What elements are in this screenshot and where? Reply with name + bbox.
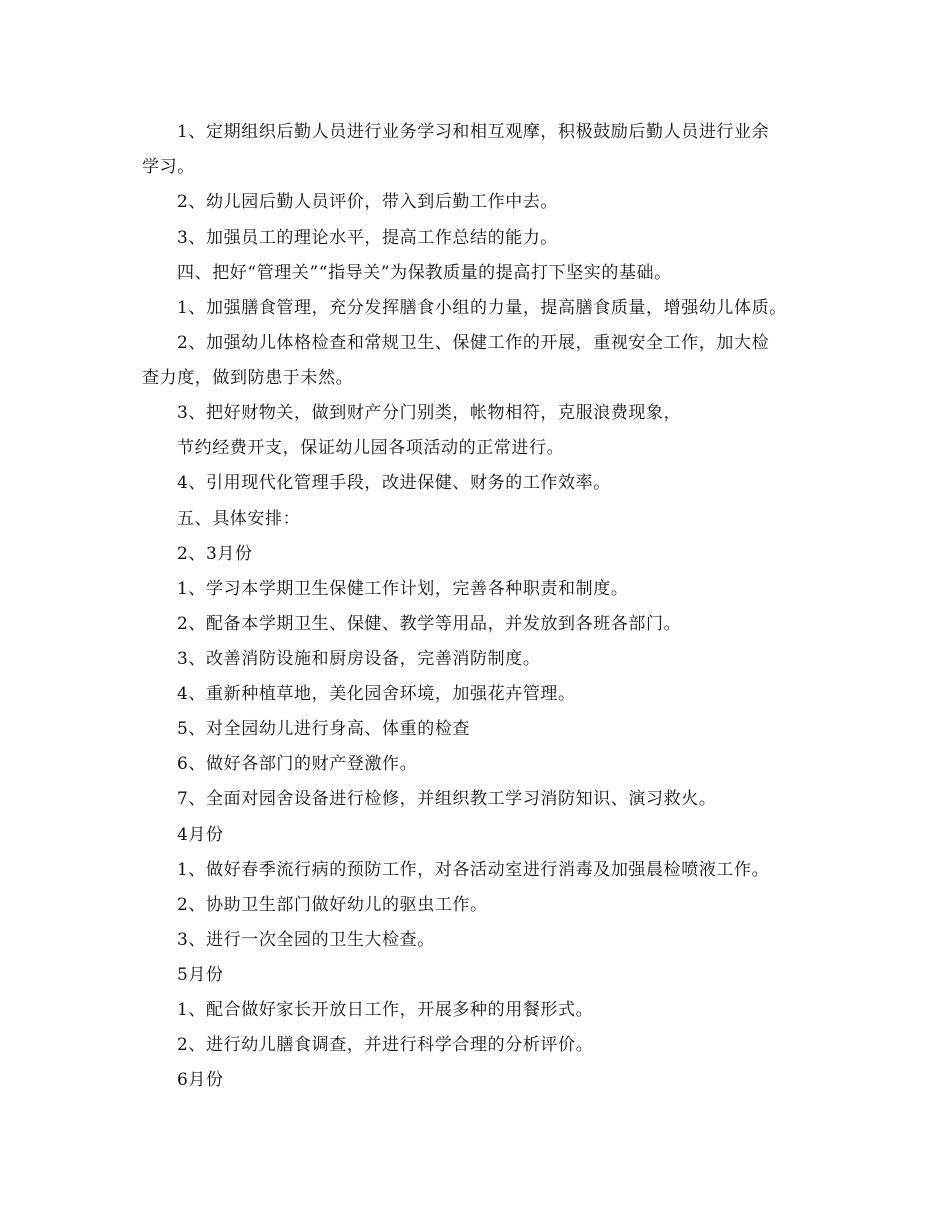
paragraph-line: 2、配备本学期卫生、保健、教学等用品，并发放到各班各部门。 xyxy=(177,614,682,634)
paragraph-line: 6、做好各部门的财产登激作。 xyxy=(177,754,418,774)
paragraph-line: 2、协助卫生部门做好幼儿的驱虫工作。 xyxy=(177,895,488,915)
paragraph-line: 1、配合做好家长开放日工作，开展多种的用餐形式。 xyxy=(177,1000,594,1020)
paragraph-line: 查力度，做到防患于未然。 xyxy=(142,368,354,388)
paragraph-line: 7、全面对园舍设备进行检修，并组织教工学习消防知识、演习救火。 xyxy=(177,789,717,809)
paragraph-line: 1、定期组织后勤人员进行业务学习和相互观摩，积极鼓励后勤人员进行业余 xyxy=(177,122,770,142)
paragraph-line: 3、把好财物关，做到财产分门别类，帐物相符，克服浪费现象， xyxy=(177,403,682,423)
paragraph-line: 4、引用现代化管理手段，改进保健、财务的工作效率。 xyxy=(177,473,611,493)
month-heading: 4月份 xyxy=(177,825,224,845)
paragraph-line: 1、学习本学期卫生保健工作计划，完善各种职责和制度。 xyxy=(177,579,629,599)
paragraph-line: 2、加强幼儿体格检查和常规卫生、保健工作的开展，重视安全工作，加大检 xyxy=(177,333,770,353)
paragraph-line: 1、做好春季流行病的预防工作，对各活动室进行消毒及加强晨检喷液工作。 xyxy=(177,860,770,880)
paragraph-line: 2、幼儿园后勤人员评价，带入到后勤工作中去。 xyxy=(177,192,559,212)
month-heading: 6月份 xyxy=(177,1070,224,1090)
paragraph-line: 节约经费开支，保证幼儿园各项活动的正常进行。 xyxy=(177,438,565,458)
paragraph-line: 5、对全园幼儿进行身高、体重的检查 xyxy=(177,719,471,739)
paragraph-line: 1、加强膳食管理，充分发挥膳食小组的力量，提高膳食质量，增强幼儿体质。 xyxy=(177,298,787,318)
paragraph-line: 3、进行一次全园的卫生大检查。 xyxy=(177,930,435,950)
paragraph-line: 2、进行幼儿膳食调查，并进行科学合理的分析评价。 xyxy=(177,1035,594,1055)
month-heading: 5月份 xyxy=(177,965,224,985)
paragraph-line: 3、加强员工的理论水平，提高工作总结的能力。 xyxy=(177,228,559,248)
paragraph-line: 3、改善消防设施和厨房设备，完善消防制度。 xyxy=(177,649,541,669)
paragraph-line: 4、重新种植草地，美化园舍环境，加强花卉管理。 xyxy=(177,684,576,704)
paragraph-line: 学习。 xyxy=(142,157,195,177)
section-heading: 四、把好“管理关”“指导关”为保教质量的提高打下坚实的基础。 xyxy=(177,263,672,283)
section-heading: 五、具体安排： xyxy=(177,509,301,529)
month-heading: 2、3月份 xyxy=(177,544,253,564)
